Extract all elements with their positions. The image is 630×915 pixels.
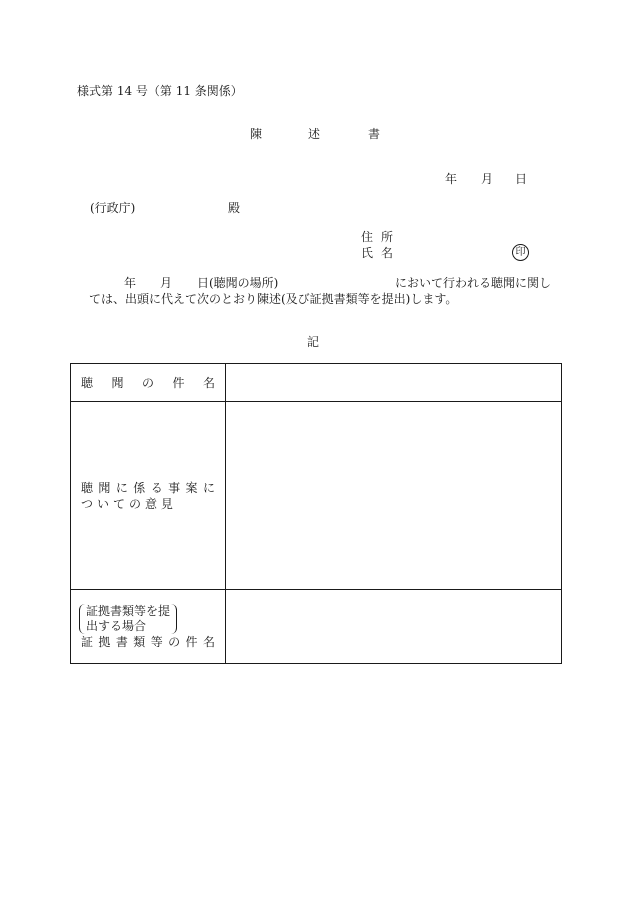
honorific-dono: 殿	[228, 201, 241, 215]
opinion-label-line1-char-7: 案	[185, 480, 198, 495]
bracket-line-1: 証拠書類等を提	[86, 603, 171, 618]
opinion-label-line2-char-6: 見	[160, 496, 173, 511]
table-row-evidence	[71, 590, 562, 664]
title-char-2: 述	[308, 127, 321, 141]
opinion-label-line1-char-6: 事	[168, 480, 181, 495]
title-char-1: 陳	[250, 127, 263, 141]
statement-held-at: において行われる聴聞に関し	[395, 276, 552, 290]
table-row-case-name	[71, 364, 562, 402]
opinion-label-line2-char-3: て	[112, 496, 125, 511]
field-evidence-name[interactable]	[226, 590, 562, 664]
agency-placeholder: (行政庁)	[90, 201, 136, 215]
evidence-label-char-8: 名	[202, 634, 215, 649]
date-year-label: 年	[445, 172, 458, 186]
seal-mark: 印	[512, 244, 529, 261]
opinion-label-line2-char-1: つ	[81, 496, 94, 511]
evidence-label-char-3: 書	[115, 634, 128, 649]
label-evidence	[71, 590, 226, 664]
label-opinion	[71, 402, 226, 590]
statement-form-table	[70, 363, 562, 664]
evidence-label-char-4: 類	[133, 634, 146, 649]
address-label: 住所	[361, 230, 402, 244]
evidence-bracket-note	[79, 604, 177, 634]
statement-year: 年	[124, 276, 137, 290]
field-opinion[interactable]	[226, 402, 562, 590]
statement-day-place: 日(聴聞の場所)	[197, 276, 279, 290]
label-hearing-case-name	[71, 364, 226, 402]
opinion-label-line1-char-3: に	[115, 480, 128, 495]
case-name-label-char-4: 件	[172, 375, 185, 390]
date-month-label: 月	[481, 172, 494, 186]
field-hearing-case-name[interactable]	[226, 364, 562, 402]
opinion-label-line1-char-8: に	[202, 480, 215, 495]
case-name-label-char-5: 名	[202, 375, 215, 390]
opinion-label-line2-char-4: の	[128, 496, 141, 511]
date-day-label: 日	[515, 172, 528, 186]
statement-line-2: ては、出頭に代えて次のとおり陳述(及び証拠書類等を提出)します。	[89, 292, 458, 306]
form-number: 様式第 14 号（第 11 条関係）	[77, 84, 243, 98]
bracket-line-2: 出する場合	[86, 618, 147, 633]
evidence-label-char-1: 証	[81, 634, 94, 649]
case-name-label-char-2: 聞	[111, 375, 124, 390]
opinion-label-line1-char-4: 係	[133, 480, 146, 495]
evidence-label-char-5: 等	[150, 634, 163, 649]
evidence-label-char-2: 拠	[98, 634, 111, 649]
ki-heading: 記	[307, 335, 320, 349]
statement-month: 月	[160, 276, 173, 290]
case-name-label-char-3: の	[141, 375, 154, 390]
title-char-3: 書	[368, 127, 381, 141]
evidence-label-char-7: 件	[185, 634, 198, 649]
name-label: 氏名	[361, 246, 402, 260]
opinion-label-line1-char-1: 聴	[81, 480, 94, 495]
opinion-label-line1-char-2: 聞	[98, 480, 111, 495]
table-row-opinion	[71, 402, 562, 590]
evidence-label-char-6: の	[168, 634, 181, 649]
opinion-label-line1-char-5: る	[150, 480, 163, 495]
case-name-label-char-1: 聴	[81, 375, 94, 390]
opinion-label-line2-char-2: い	[96, 496, 109, 511]
opinion-label-line2-char-5: 意	[144, 496, 157, 511]
